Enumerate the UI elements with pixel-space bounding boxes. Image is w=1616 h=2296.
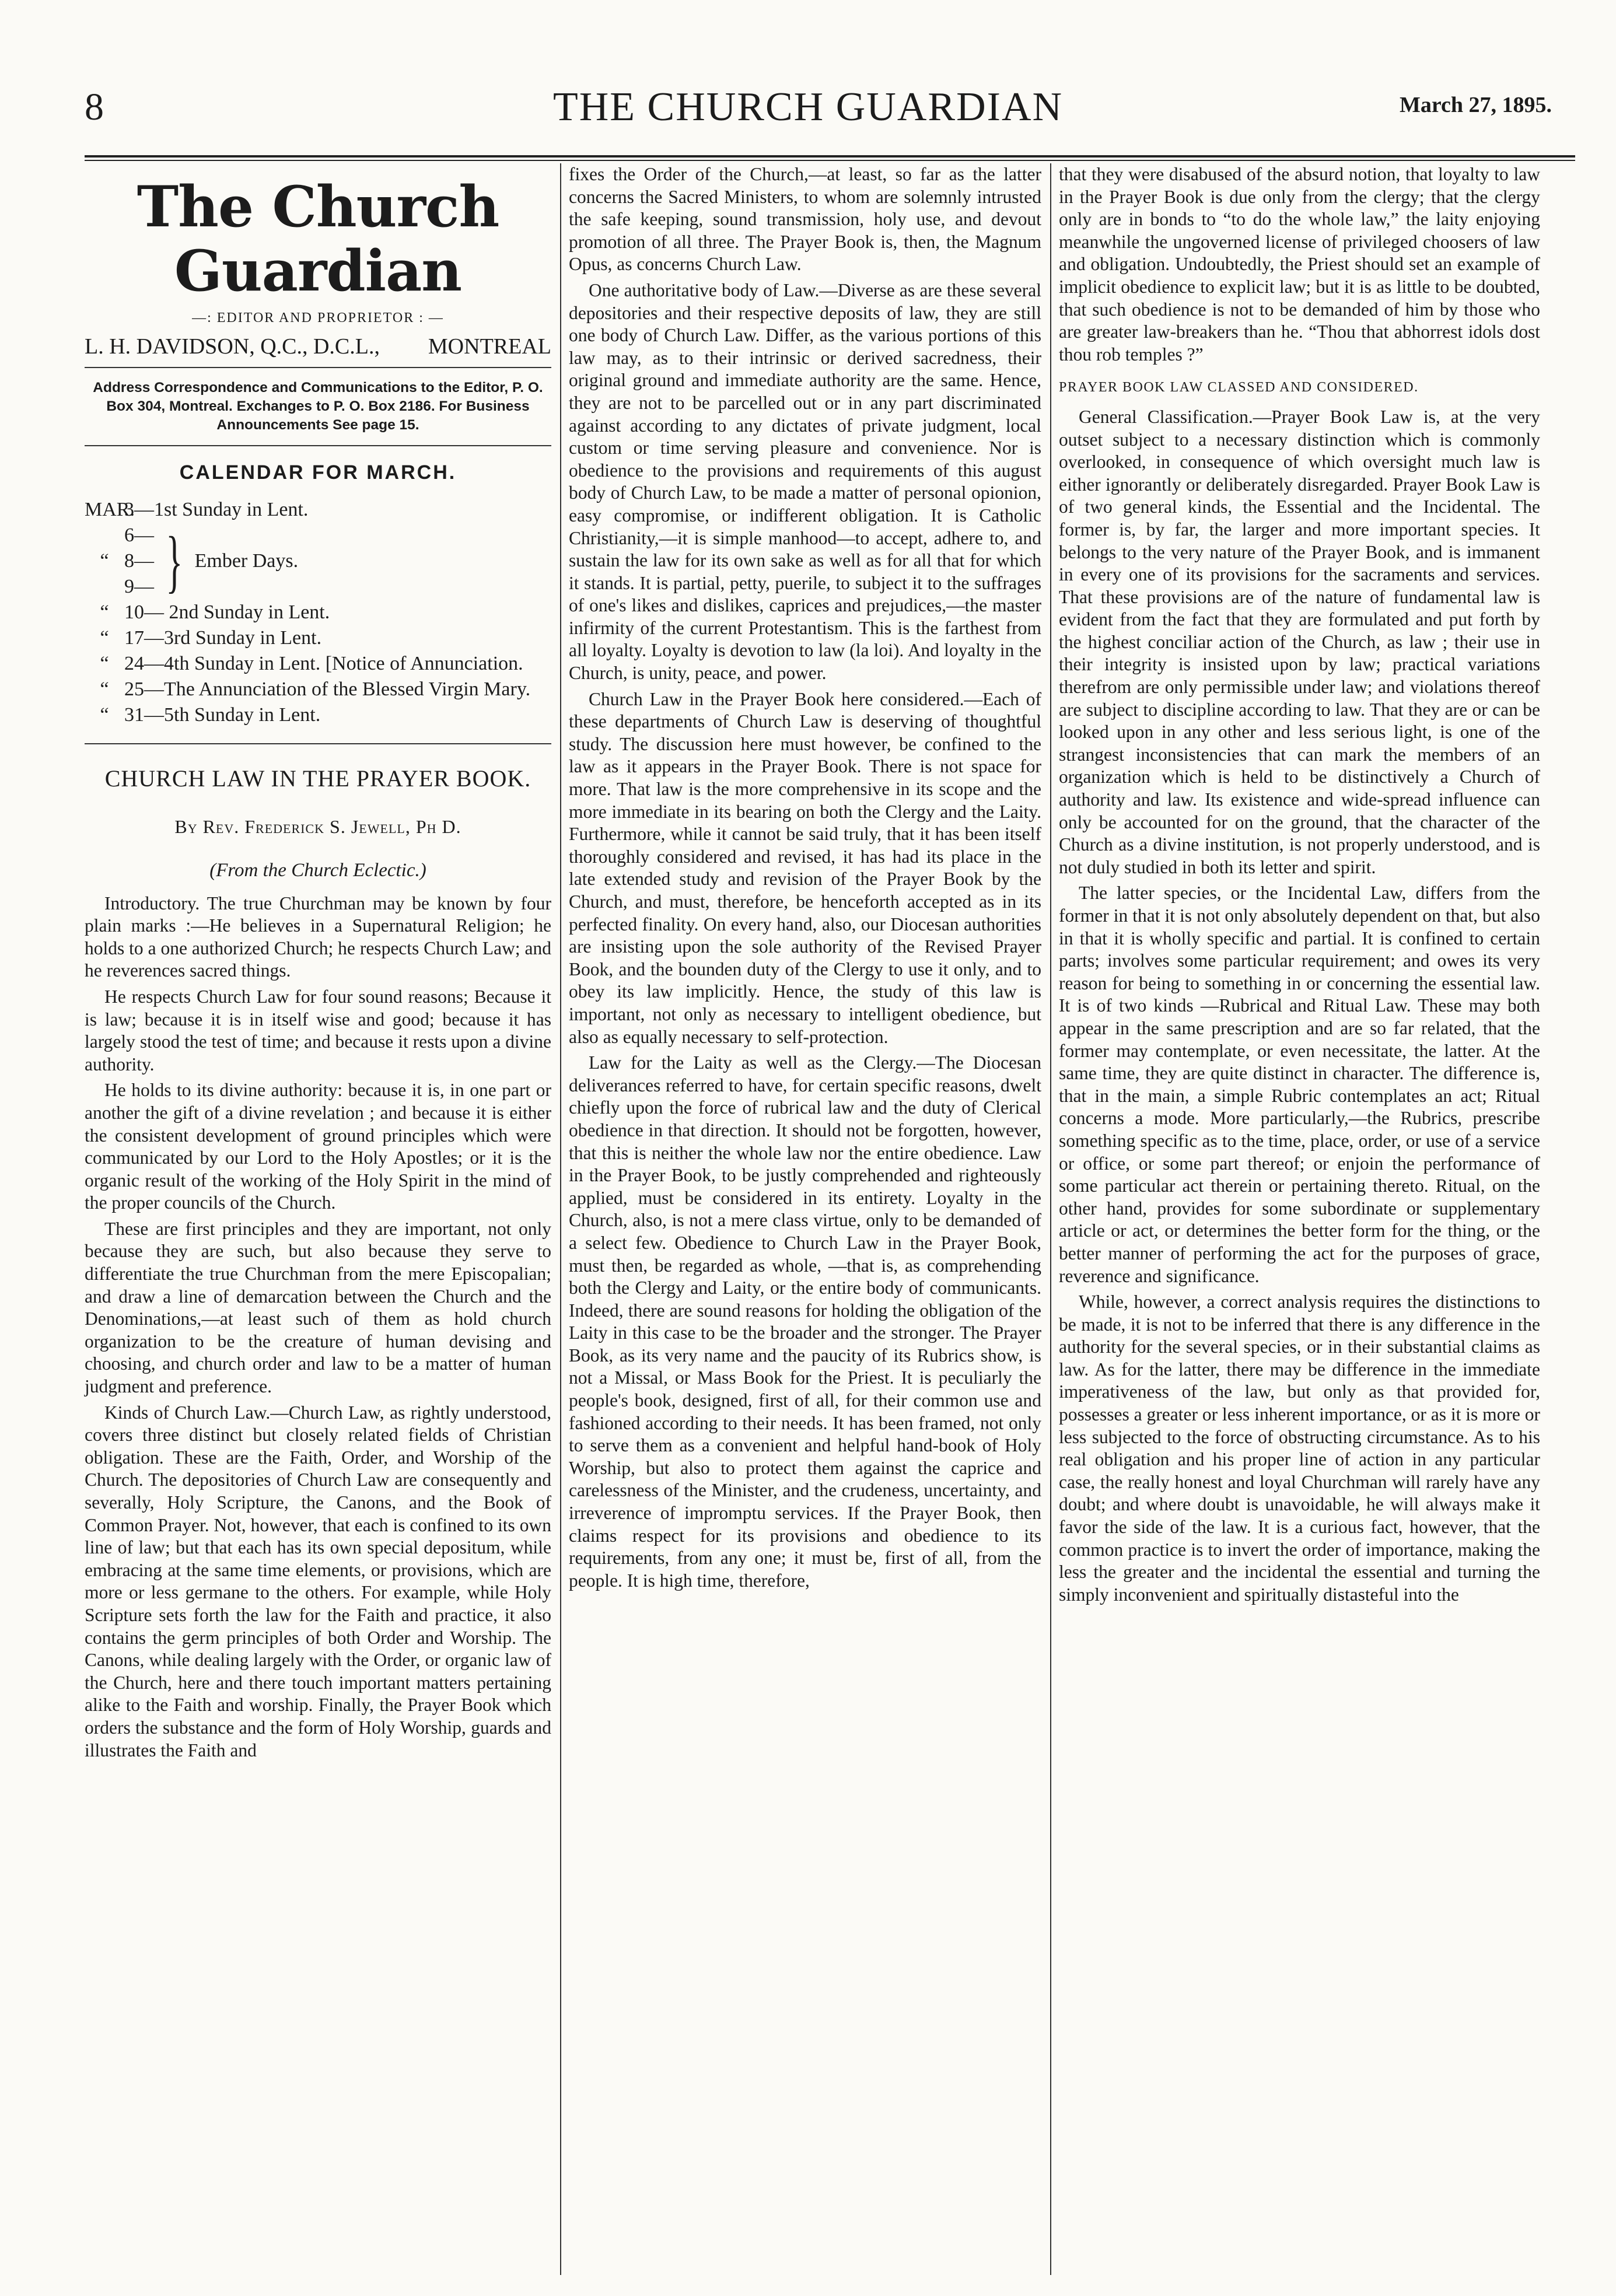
- header-rule: [85, 155, 1575, 161]
- article-paragraph: Kinds of Church Law.—Church Law, as rightly understood, covers three distinct but closely related fields of Christian obligation. These are the Faith, Order, and Worship of the Church. The depositories of Church Law are consequently and severally, Holy Scripture, the Canons, and the Book of Common Prayer. Not, however, that each is confined to its own line of law; but that each has its own special depositum, while embracing at the same time elements, or provisions, which are more or less germane to the others. For example, while Holy Scripture sets forth the law for the Faith and practice, it also contains the germ principles of both Order and Worship. The Canons, while dealing largely with the Order, or organic law of the Church, here and there touch important matters pertaining alike to the Faith and worship. Finally, the Prayer Book which orders the substance and the form of Holy Worship, guards and illustrates the Faith and: [85, 1402, 551, 1760]
- article-paragraph: fixes the Order of the Church,—at least, so far as the latter concerns the Sacred Ministers, to whom are solemnly intrusted the safe keeping, sound transmission, holy use, and devout promotion of all three. The Prayer Book is, then, the Magnum Opus, as concerns Church Law.: [569, 164, 1041, 275]
- column-3: [1059, 163, 1540, 1609]
- column-2-body: [569, 163, 1041, 1592]
- article-source: (From the Church Eclectic.): [209, 859, 426, 881]
- ditto-mark: “: [100, 550, 109, 572]
- editor-name: L. H. DAVIDSON, Q.C., D.C.L.,: [85, 334, 380, 359]
- calendar-entry: “ 17—3rd Sunday in Lent.: [85, 625, 551, 651]
- divider: [85, 445, 551, 446]
- brace-icon: }: [166, 522, 183, 600]
- article-paragraph: General Classification.—Prayer Book Law is, at the very outset subject to a necessary distinction which is commonly overlooked, in consequence of which oversight much law is either ignorantly or deliberately disregarded. Prayer Book Law is of two general kinds, the Essential and the Incidental. The former is, by far, the larger and more important species. It belongs to the very nature of the Prayer Book, and is immanent in every one of its provisions for the sacraments and services. That these provisions are of the nature of fundamental law is evident from the fact that they are formulated and put forth by the highest conciliar action of the Church, as law ; their use in their integrity is insisted upon by law; practical variations therefrom are only permissible under law; and violations thereof are subject to discipline according to law. That they are or can be looked upon in any other and less serious light, is one of the strangest inconsistencies that can mark the members of an organization which is held to be distinctively a Church of authority and law. Its existence and wide-spread influence can only be accounted for on the ground, that the character of the Church as a divine institution, is not properly understood, and is not duly studied in both its letter and spirit.: [1059, 406, 1540, 877]
- article-paragraph: These are first principles and they are important, not only because they are such, but also because they serve to differentiate the true Churchman from the mere Episcopalian; and draw a line of demarcation between the Church and the Denominations,—at least such of them as hold church organization to be the creature of human devising and choosing, and church order and law to be a matter of human judgment and preference.: [85, 1218, 551, 1397]
- column-divider: [560, 163, 561, 2275]
- article-byline: By Rev. Frederick S. Jewell, Ph D.: [174, 816, 461, 838]
- article-paragraph: Law for the Laity as well as the Clergy.—The Diocesan deliverances referred to have, for certain specific reasons, dwelt chiefly upon the force of rubrical law and the duty of Clerical obedience in that direction. It should not be forgotten, however, that this is neither the whole law nor the entire obedience. Law in the Prayer Book, to be justly comprehended and righteously applied, must be considered in its entirety. Loyalty in the Church, also, is not a mere class virtue, only to be demanded of a select few. Obedience to Church Law in the Prayer Book, must then, be regarded as whole, —that is, as comprehending both the Clergy and Laity, or the entire body of communicants. Indeed, there are sound reasons for holding the obligation of the Laity in this case to be the broader and the stronger. The Prayer Book, as its very name and the paucity of its Rubrics show, is not a Missal, or Mass Book for the Priest. It is peculiarly the people's book, designed, first of all, for their common use and fashioned according to their needs. It has been framed, not only to serve them as a convenient and helpful hand-book of Holy Worship, but also to protect them against the caprice and carelessness of the Minister, and the crudeness, uncertainty, and irreverence of impromptu services. If the Prayer Book, then claims respect for its provisions and obedience to its requirements, from any one; it must be, first of all, from the people. It is high time, therefore,: [569, 1052, 1041, 1591]
- issue-date: March 27, 1895.: [1399, 93, 1552, 117]
- article-paragraph: Introductory. The true Churchman may be known by four plain marks :—He believes in a Supernatural Religion; he holds to a one authorized Church; he respects Church Law; and he reverences sacred things.: [85, 892, 551, 981]
- page-number: 8: [85, 86, 104, 128]
- masthead-title: The Church Guardian: [137, 174, 499, 304]
- address-notice: Address Correspondence and Communications to the Editor, P. O. Box 304, Montreal. Exchanges to P. O. Box 2186. For Business Announcements See page 15.: [93, 380, 543, 433]
- article-paragraph: While, however, a correct analysis requires the distinctions to be made, it is not to be inferred that there is any difference in the authority for the several species, or in their substantial claims as law. As for the latter, there may be difference in the immediate imperativeness of the law, but only as that provided for, possesses a greater or less inherent importance, or as it is more or less subjected to the force of obstructing circumstance. As to his real obligation and his proper line of action in any particular case, the really honest and loyal Churchman will rarely have any doubt; and where doubt is unavoidable, he will always make it favor the side of the law. It is a curious fact, however, that the common practice is to invert the order of importance, making the less the greater and the incidental the essential and turning the simply inconvenient and spiritually distasteful into the: [1059, 1292, 1540, 1605]
- paper-name: THE CHURCH GUARDIAN: [552, 85, 1064, 130]
- masthead-subtitle: —: EDITOR AND PROPRIETOR : —: [192, 310, 444, 326]
- calendar-ember-days: “ 6— 8— 9— } Ember Days.: [85, 523, 551, 600]
- divider: [85, 367, 551, 368]
- ditto-mark: “: [100, 678, 109, 700]
- calendar-entry: “ 31—5th Sunday in Lent.: [85, 702, 551, 728]
- ember-label: Ember Days.: [194, 550, 299, 572]
- ditto-mark: “: [100, 652, 109, 674]
- column-3-body: [1059, 406, 1540, 1606]
- article-paragraph: He holds to its divine authority: because it is, in one part or another the gift of a divine revelation ; and because it is either the consistent development of ground principles which were communicated by our Lord to the Holy Apostles; or it is the organic result of the working of the Holy Spirit in the mind of the proper councils of the Church.: [85, 1080, 551, 1213]
- ditto-mark: “: [100, 704, 109, 726]
- article-title: CHURCH LAW IN THE PRAYER BOOK.: [104, 765, 531, 792]
- newspaper-page: [41, 41, 1575, 2275]
- article-paragraph: The latter species, or the Incidental Law, differs from the former in that it is not only absolutely dependent on that, but also in that it is wholly specific and partial. It is confined to certain parts; involves some particular requirement; and owes its very reason for being to something in or concerning the essential law. It is of two kinds —Rubrical and Ritual Law. These may both appear in the same prescription and are so far related, that the former may contemplate, or even necessitate, the latter. At the same time, they are quite distinct in character. The difference is, that in the main, a simple Rubric contemplates an act; Ritual concerns a mode. More particularly,—the Rubrics, prescribe something specific as to the time, place, order, or use of a service or office, or some part thereof; or enjoin the performance of some particular act therein or pertaining thereto. Ritual, on the other hand, provides for some subordinate or supplementary article or act, or determines the better form for the thing, or the better manner of performing the act for the purposes of grace, reverence and significance.: [1059, 883, 1540, 1286]
- calendar: [85, 497, 551, 728]
- calendar-entry: “ 10— 2nd Sunday in Lent.: [85, 600, 551, 625]
- ditto-mark: “: [100, 601, 109, 623]
- calendar-month: MAR.: [85, 498, 135, 520]
- section-heading: PRAYER BOOK LAW CLASSED AND CONSIDERED.: [1059, 380, 1419, 396]
- article-paragraph: that they were disabused of the absurd notion, that loyalty to law in the Prayer Book is due only from the clergy; that the clergy only are in bonds to “to do the whole law,” the laity enjoying meanwhile the ungoverned license of privileged choosers of law and obligation. Undoubtedly, the Priest should set an example of implicit obedience to explicit law; but it is as little to be doubted, that such obedience is not to be demanded of him by those who are greater law-breakers than he. “Thou that abhorrest idols dost thou rob temples ?”: [1059, 164, 1540, 365]
- calendar-heading: CALENDAR FOR MARCH.: [179, 461, 457, 484]
- article-paragraph: One authoritative body of Law.—Diverse as are these several depositories and their respective deposits of law, they are still one body of Church Law. Differ, as the various portions of this law may, as to their intrinsic or derived sacredness, their original ground and immediate authority are the same. Hence, they are not to be parcelled out or in any part discriminated against according to any dictates of private judgment, local custom or time serving pleasure and convenience. Nor is obedience to the provisions and requirements of this august body of Church Law, to be made a matter of personal opionion, easy compromise, or indifferent obligation. It is Catholic Christianity,—it is simple manhood—to accept, adhere to, and sustain the law for its own sake as well as for all that for which it stands. It is partial, petty, puerile, to subject it to the suffrages of one's likes and dislikes, caprices and prejudices,—the master infirmity of the current Protestantism. This is the farthest from all loyalty. Loyalty is devotion to law (la loi). And loyalty in the Church, is unity, peace, and power.: [569, 279, 1041, 684]
- calendar-entry: MAR. 3—1st Sunday in Lent.: [85, 497, 551, 523]
- ditto-mark: “: [100, 626, 109, 649]
- column-1: [85, 163, 551, 1765]
- column-divider: [1050, 163, 1051, 2275]
- article-paragraph: He respects Church Law for four sound reasons; Because it is law; because it is in itself wise and good; because it has largely stood the test of time; and because it rests upon a divine authority.: [85, 986, 551, 1074]
- editor-city: MONTREAL: [428, 334, 551, 359]
- calendar-entry: “ 25—The Annunciation of the Blessed Virgin Mary.: [85, 677, 551, 702]
- calendar-entry: “ 24—4th Sunday in Lent. [Notice of Annunciation.: [85, 651, 551, 677]
- editor-line: [85, 335, 551, 358]
- column-1-body: [85, 892, 551, 1762]
- divider: [85, 743, 551, 744]
- column-3-body: [1059, 163, 1540, 366]
- running-head: [41, 82, 1575, 146]
- article-paragraph: Church Law in the Prayer Book here considered.—Each of these departments of Church Law is deserving of thoughtful study. The discussion here must however, be confined to the law as it appears in the Prayer Book. There is not space for more. That law is the more comprehensive in its scope and the more immediate in its bearing on both the Clergy and the Laity. Furthermore, while it cannot be said truly, that it has been itself thoroughly considered and revised, it has had its place in the late extended study and revision of the Prayer Book by the Church, and must, therefore, be henceforth accepted as in its perfected finality. On every hand, also, our Diocesan authorities are insisting upon the sole authority of the Revised Prayer Book, and the bounden duty of the Clergy to use it only, and to obey its law implicitly. Hence, the study of this law is important, not only as necessary to intelligent obedience, but also as equally necessary to self-protection.: [569, 688, 1041, 1047]
- column-2: [569, 163, 1041, 1595]
